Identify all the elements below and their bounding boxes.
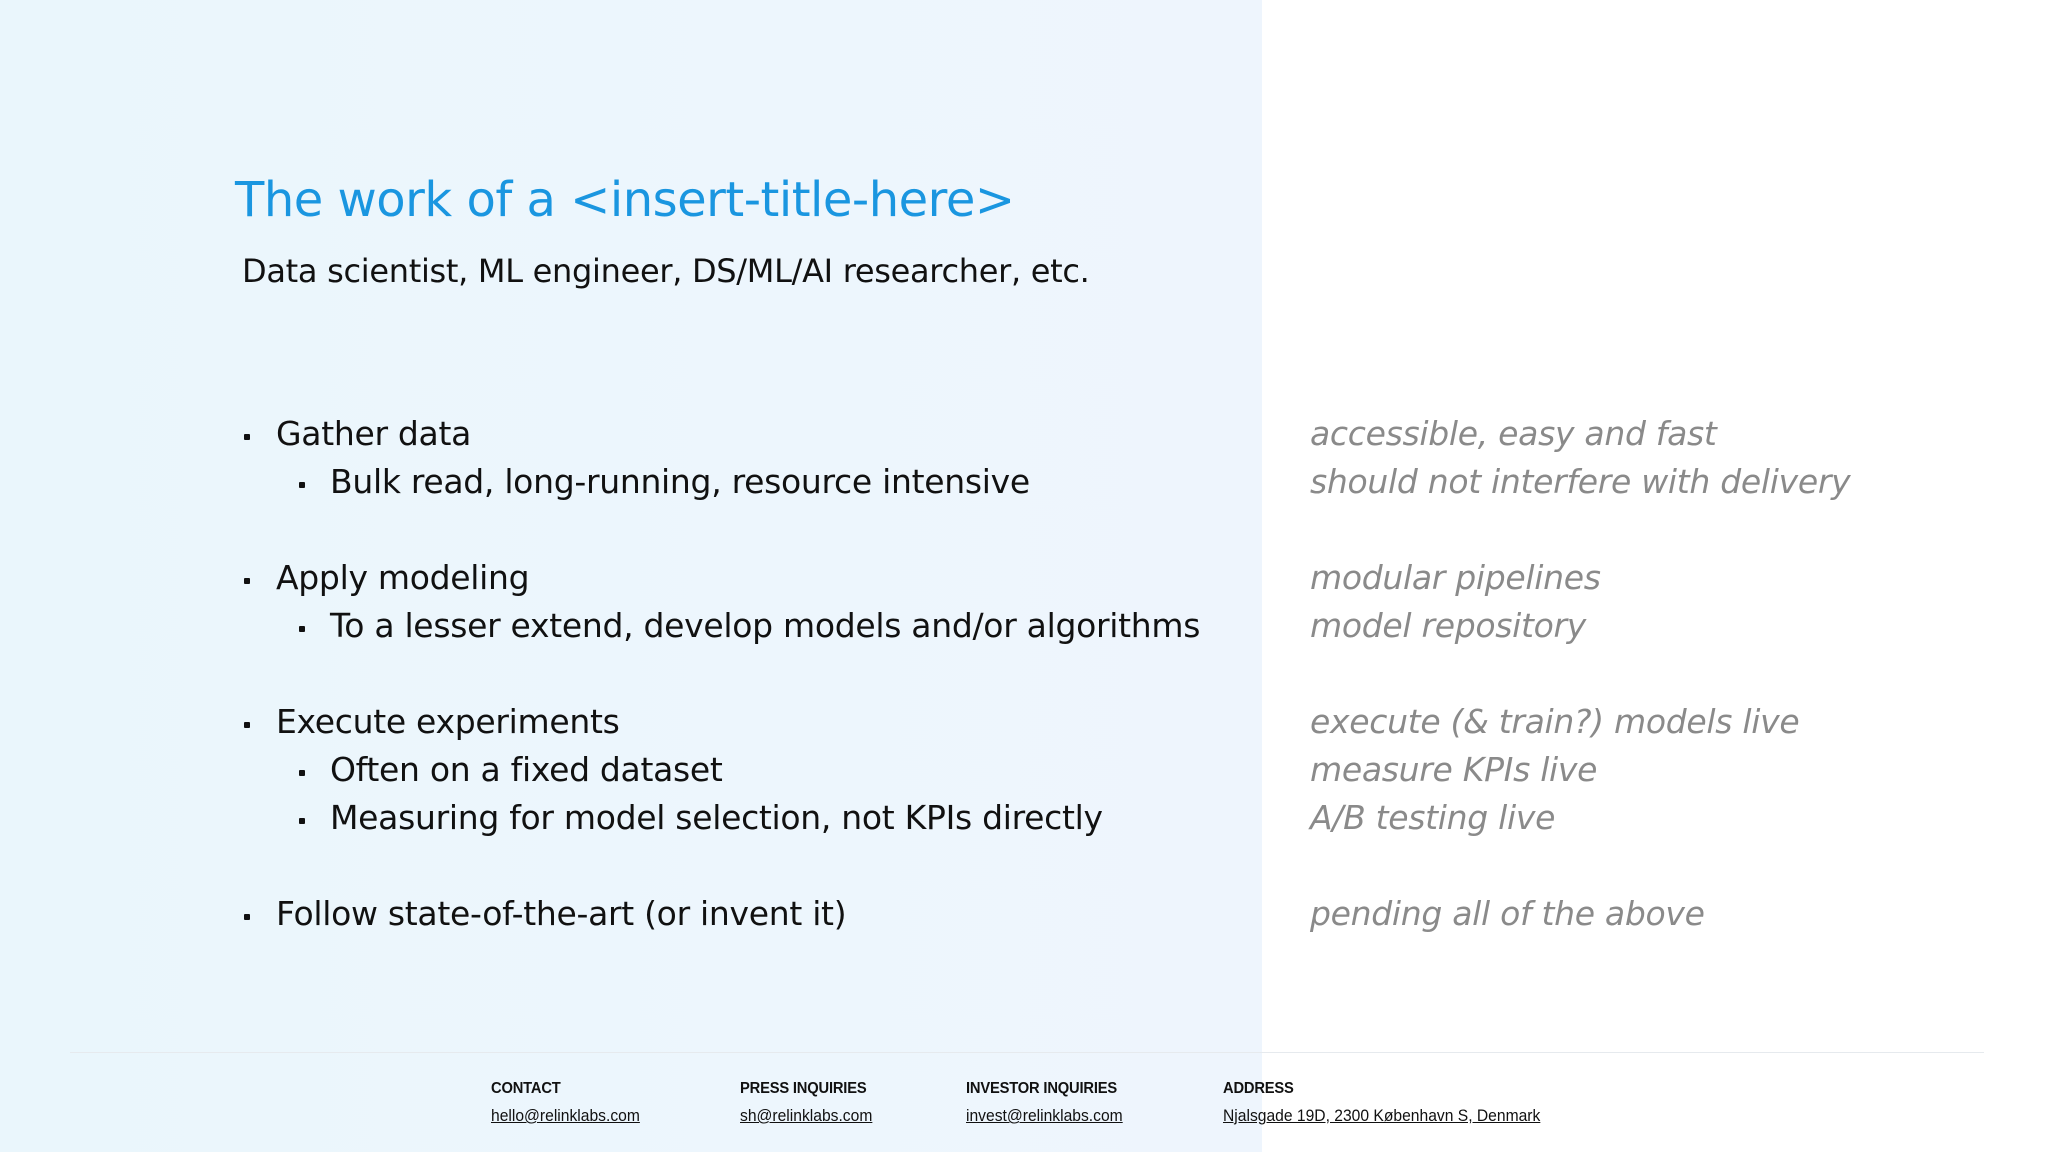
note-model-repository: model repository bbox=[1310, 606, 1587, 645]
sub-bullet-text: Often on a fixed dataset bbox=[330, 750, 723, 789]
note-pending: pending all of the above bbox=[1310, 894, 1705, 933]
note-ab-testing: A/B testing live bbox=[1310, 798, 1556, 837]
bullet-execute-experiments bbox=[276, 702, 620, 741]
footer-press bbox=[740, 1080, 884, 1126]
bullet-dot-icon bbox=[299, 770, 305, 776]
footer-press-label: PRESS INQUIRIES bbox=[740, 1080, 867, 1097]
bullet-dot-icon bbox=[244, 914, 250, 920]
footer-address-label: ADDRESS bbox=[1223, 1080, 1294, 1097]
bullet-text: Execute experiments bbox=[276, 702, 620, 741]
note-modular-pipelines: modular pipelines bbox=[1310, 558, 1601, 597]
note-accessible: accessible, easy and fast bbox=[1310, 414, 1717, 453]
sub-bullet-fixed-dataset bbox=[330, 750, 723, 789]
sub-bullet-text: Measuring for model selection, not KPIs directly bbox=[330, 798, 1103, 837]
sub-bullet-text: Bulk read, long-running, resource intensive bbox=[330, 462, 1030, 501]
sub-bullet-text: To a lesser extend, develop models and/or algorithms bbox=[330, 606, 1201, 645]
slide-subtitle: Data scientist, ML engineer, DS/ML/AI researcher, etc. bbox=[242, 252, 1090, 290]
footer-contact bbox=[491, 1080, 653, 1126]
bullet-text: Follow state-of-the-art (or invent it) bbox=[276, 894, 847, 933]
note-measure-kpis: measure KPIs live bbox=[1310, 750, 1598, 789]
bullet-dot-icon bbox=[299, 818, 305, 824]
bullet-dot-icon bbox=[244, 722, 250, 728]
sub-bullet-model-selection bbox=[330, 798, 1103, 837]
footer-investor-link[interactable]: invest@relinklabs.com bbox=[966, 1106, 1123, 1125]
footer-investor bbox=[966, 1080, 1136, 1126]
bullet-dot-icon bbox=[244, 434, 250, 440]
footer-contact-label: CONTACT bbox=[491, 1080, 561, 1097]
footer-divider bbox=[70, 1052, 1984, 1053]
bullet-text: Gather data bbox=[276, 414, 472, 453]
sub-bullet-develop-models bbox=[330, 606, 1200, 645]
bullet-text: Apply modeling bbox=[276, 558, 530, 597]
sub-bullet-bulk-read bbox=[330, 462, 1030, 501]
footer-investor-label: INVESTOR INQUIRIES bbox=[966, 1080, 1118, 1097]
footer-contact-link[interactable]: hello@relinklabs.com bbox=[491, 1106, 640, 1125]
note-delivery: should not interfere with delivery bbox=[1310, 462, 1851, 501]
footer-address-link[interactable]: Njalsgade 19D, 2300 København S, Denmark bbox=[1223, 1106, 1541, 1125]
bullet-dot-icon bbox=[299, 626, 305, 632]
bullet-state-of-the-art bbox=[276, 894, 846, 933]
bullet-dot-icon bbox=[244, 578, 250, 584]
footer-press-link[interactable]: sh@relinklabs.com bbox=[740, 1106, 873, 1125]
bullet-apply-modeling bbox=[276, 558, 529, 597]
footer-address bbox=[1223, 1080, 1568, 1126]
slide-title: The work of a <insert-title-here> bbox=[235, 172, 1015, 228]
bullet-gather-data bbox=[276, 414, 471, 453]
note-execute-live: execute (& train?) models live bbox=[1310, 702, 1800, 741]
bullet-dot-icon bbox=[299, 482, 305, 488]
